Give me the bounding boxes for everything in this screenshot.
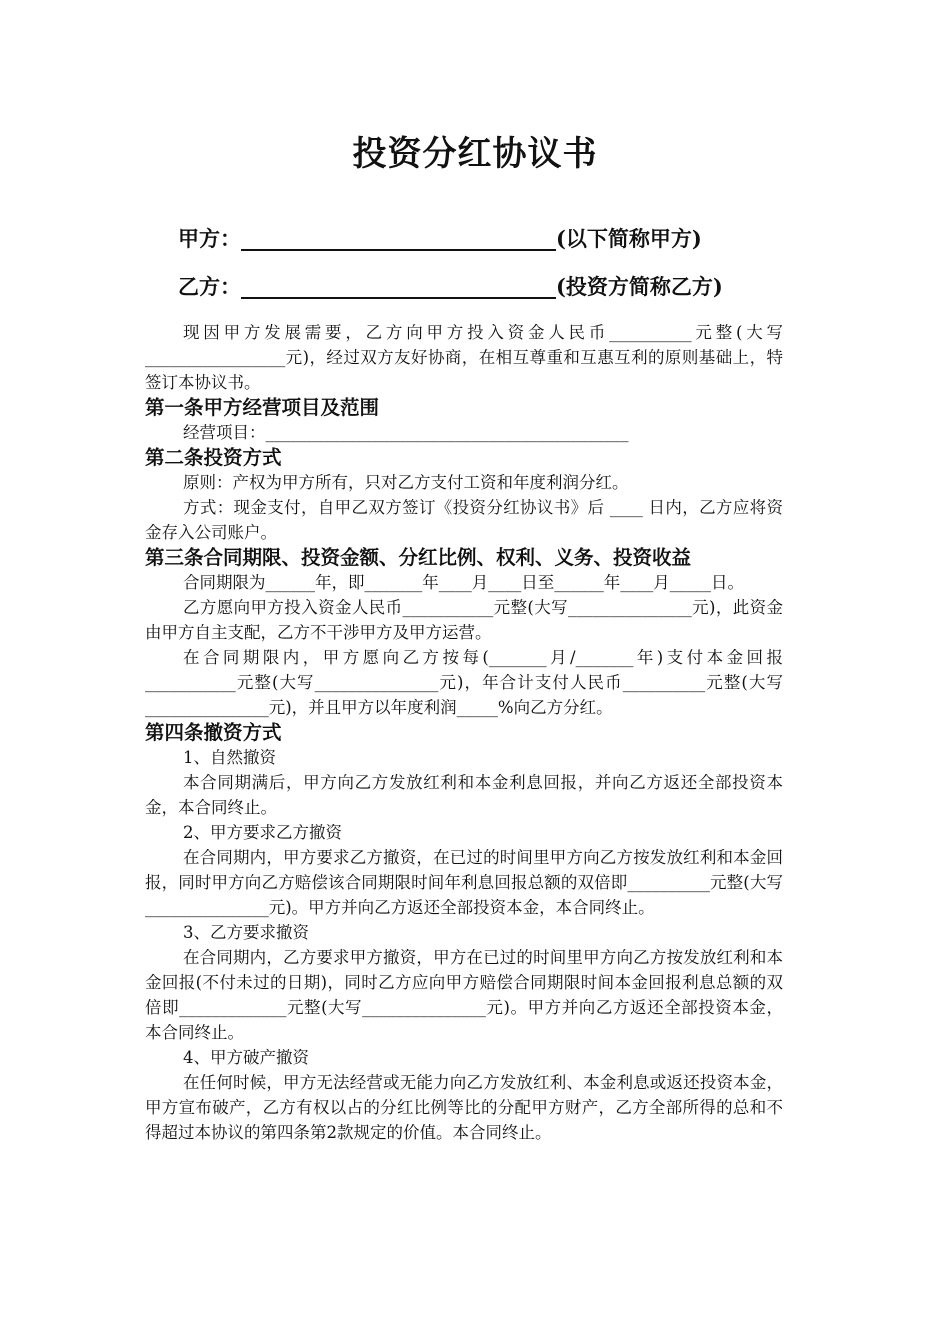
article-4-item-3-label: 3、乙方要求撤资 (183, 923, 309, 942)
party-a-line: 甲方：______________________________(以下简称甲方) (178, 226, 702, 251)
intro-paragraph: 现因甲方发展需要，乙方向甲方投入资金人民币__________元整(大写_________________元)，经过双方友好协商，在相互尊重和互惠互利的原则基础上，特签订本协议书。 (145, 323, 783, 392)
article-2-heading: 第二条投资方式 (145, 446, 282, 469)
article-4-item-4-text: 在任何时候，甲方无法经营或无能力向乙方发放红利、本金利息或返还投资本金，甲方宣布破产，乙方有权以占的分红比例等比的分配甲方财产，乙方全部所得的总和不得超过本协议的第四条第2款规定的价值。本合同终止。 (145, 1073, 783, 1142)
article-2-principle: 原则：产权为甲方所有，只对乙方支付工资和年度利润分红。 (183, 473, 629, 492)
article-4-item-1-label: 1、自然撤资 (183, 748, 276, 767)
party-b-line: 乙方：______________________________(投资方简称乙方) (178, 274, 723, 299)
article-2-method: 方式：现金支付，自甲乙双方签订《投资分红协议书》后 ____ 日内，乙方应将资金存入公司账户。 (145, 498, 783, 542)
article-4-item-2-text: 在合同期内，甲方要求乙方撤资，在已过的时间里甲方向乙方按发放红利和本金回报，同时甲方向乙方赔偿该合同期限时间年利息回报总额的双倍即__________元整(大写_______________元)。甲方并向乙方返还全部投资本金，本合同终止。 (145, 848, 783, 917)
article-3-heading: 第三条合同期限、投资金额、分红比例、权利、义务、投资收益 (145, 546, 692, 569)
article-1-heading: 第一条甲方经营项目及范围 (145, 396, 380, 419)
article-3-term: 合同期限为______年，即_______年____月____日至______年____月_____日。 (183, 573, 744, 592)
contract-body (145, 320, 783, 1145)
article-3-returns: 在合同期限内，甲方愿向乙方按每(_______月/_______年)支付本金回报___________元整(大写_______________元)，年合计支付人民币__________元整(大写_______________元)，并且甲方以年度利润_____%向乙方分红。 (145, 648, 783, 717)
article-4-item-2-label: 2、甲方要求乙方撤资 (183, 823, 342, 842)
article-4-item-3-text: 在合同期内，乙方要求甲方撤资，甲方在已过的时间里甲方向乙方按发放红利和本金回报(不付未过的日期)，同时乙方应向甲方赔偿合同期限时间本金回报利息总额的双倍即_____________元整(大写_______________元)。甲方并向乙方返还全部投资本金，本合同终止。 (145, 948, 783, 1042)
article-4-heading: 第四条撤资方式 (145, 721, 282, 744)
article-4-item-4-label: 4、甲方破产撤资 (183, 1048, 309, 1067)
document-title: 投资分红协议书 (352, 134, 598, 174)
article-4-item-1-text: 本合同期满后，甲方向乙方发放红利和本金利息回报，并向乙方返还全部投资本金，本合同终止。 (145, 773, 783, 817)
article-3-investment-amount: 乙方愿向甲方投入资金人民币___________元整(大写_______________元)，此资金由甲方自主支配，乙方不干涉甲方及甲方运营。 (145, 598, 783, 642)
article-1-business-scope: 经营项目：____________________________________________ (183, 423, 629, 442)
